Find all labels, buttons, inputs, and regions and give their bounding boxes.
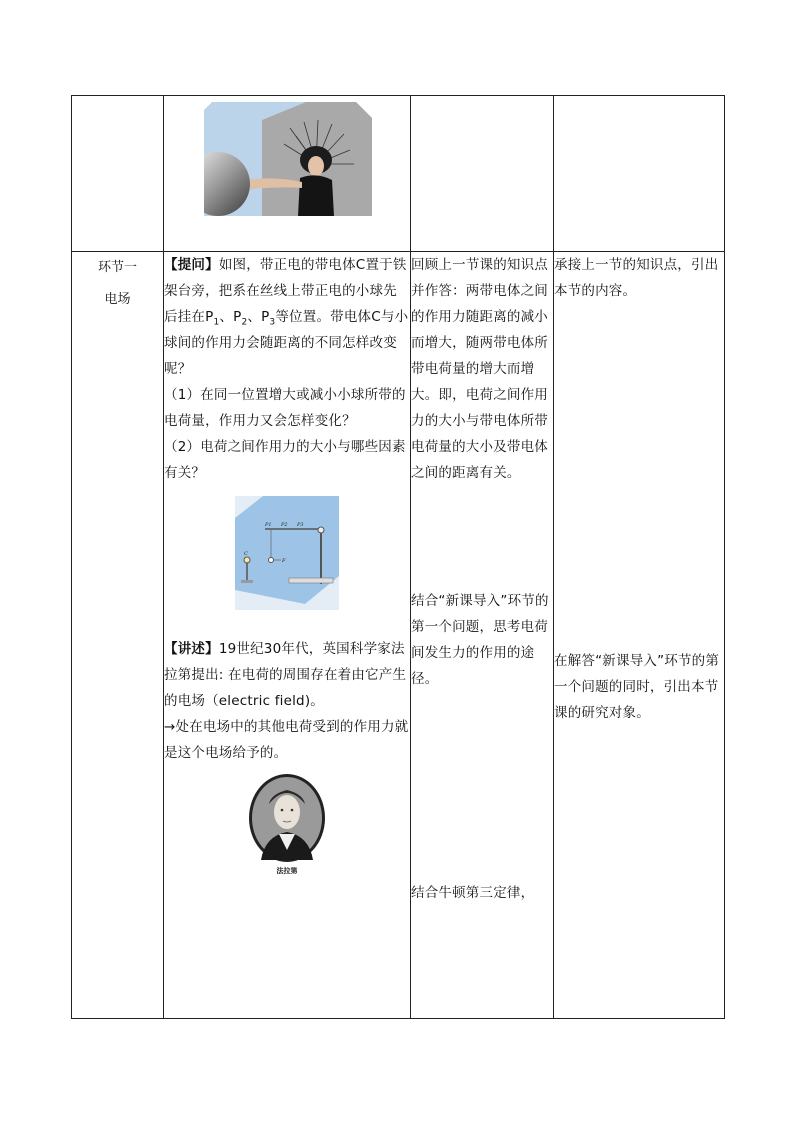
student-answer-3: 结合牛顿第三定律， — [411, 885, 535, 901]
section-label-line2: 电场 — [104, 292, 131, 307]
label-p3: P3 — [297, 522, 304, 528]
label-c: C — [244, 551, 248, 557]
design-intent-1: 承接上一节的知识点，引出本节的内容。 — [554, 257, 719, 299]
question-1: （1）在同一位置增大或减小小球所带的电荷量，作用力又会怎样变化？ — [164, 387, 406, 429]
lecture-paragraph: 【讲述】19世纪30年代，英国科学家法拉第提出: 在电荷的周围存在着由它产生的电场（electric field)。 — [164, 641, 407, 709]
question-paragraph: 【提问】如图，带正电的带电体C置于铁架台旁，把系在丝线上带正电的小球先后挂在$P_1$、$P_2$、$P_3$等位置。带电体C与小球间的作用力会随距离的不同怎样改变呢？ — [164, 257, 409, 377]
student-answer-2: 结合“新课导入”环节的第一个问题，思考电荷间发生力的作用的途径。 — [411, 593, 549, 687]
lecture-lead: 【讲述】 — [164, 641, 219, 657]
design-intent-2: 在解答“新课导入”环节的第一个问题的同时，引出本节课的研究对象。 — [554, 653, 720, 721]
lecture-arrow-paragraph: →处在电场中的其他电荷受到的作用力就是这个电场给予的。 — [164, 719, 409, 761]
spacer — [411, 692, 553, 880]
photo-cell — [164, 96, 411, 252]
question-lead: 【提问】 — [164, 257, 219, 273]
student-answer-1: 回顾上一节课的知识点并作答：两带电体之间的作用力随距离的减小而增大，随两带电体所带电荷量的增大而增大。即，电荷之间作用力的大小与带电体所带电荷量的大小及带电体之间的距离有关。 — [411, 257, 548, 481]
portrait-caption: 法拉第 — [276, 867, 298, 875]
design-intent-cell — [554, 252, 725, 1019]
spacer — [411, 486, 553, 588]
spacer — [164, 610, 410, 636]
student-activity-cell — [411, 252, 554, 1019]
section-label-line1: 环节一 — [97, 260, 137, 275]
label-p1: P1 — [265, 522, 272, 528]
section-label — [72, 252, 164, 1019]
question-2: （2）电荷之间作用力的大小与哪些因素有关？ — [164, 439, 406, 481]
electrostatic-hair-photo — [204, 102, 372, 216]
spacer — [554, 304, 724, 648]
empty-cell — [554, 96, 725, 252]
label-p2: P2 — [281, 522, 288, 528]
empty-cell — [411, 96, 554, 252]
coulomb-setup-figure — [235, 496, 339, 610]
label-f: F — [282, 558, 286, 564]
faraday-portrait — [247, 774, 327, 878]
empty-cell — [72, 96, 164, 252]
table-row-photo — [72, 96, 725, 252]
table-row-section-one — [72, 252, 725, 1019]
lesson-table — [71, 95, 725, 1019]
teacher-activity-cell — [164, 252, 411, 1019]
